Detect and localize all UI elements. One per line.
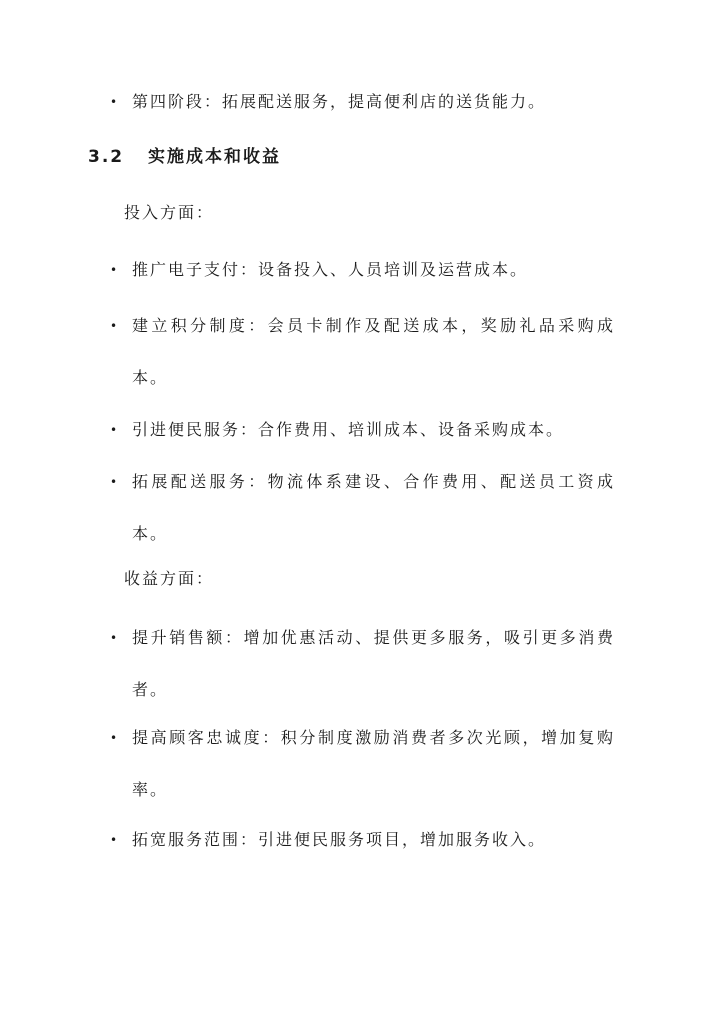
investment-heading: 投入方面：	[124, 203, 215, 222]
list-item	[110, 814, 615, 866]
section-heading	[88, 139, 281, 175]
bullet-dot: •	[110, 475, 120, 489]
list-item-text: 拓展配送服务：物流体系建设、合作费用、配送员工资成本。	[132, 472, 615, 543]
list-item	[110, 244, 615, 296]
list-item-text: 建立积分制度：会员卡制作及配送成本，奖励礼品采购成本。	[132, 316, 615, 387]
revenue-heading: 收益方面：	[124, 569, 215, 588]
bullet-dot: •	[110, 95, 120, 109]
list-item	[110, 404, 615, 456]
bullet-dot: •	[110, 731, 120, 745]
section-number: 3.2	[88, 147, 125, 167]
list-item-text: 拓宽服务范围：引进便民服务项目，增加服务收入。	[132, 830, 547, 849]
section-title: 实施成本和收益	[147, 147, 281, 167]
bullet-dot: •	[110, 631, 120, 645]
list-item-text: 提升销售额：增加优惠活动、提供更多服务，吸引更多消费者。	[132, 628, 615, 699]
bullet-dot: •	[110, 423, 120, 437]
list-item	[110, 300, 615, 404]
bullet-dot: •	[110, 319, 120, 333]
list-item	[110, 712, 615, 816]
list-item	[110, 76, 615, 128]
list-item-text: 推广电子支付：设备投入、人员培训及运营成本。	[132, 260, 529, 279]
list-item	[110, 612, 615, 716]
list-item-text: 第四阶段：拓展配送服务，提高便利店的送货能力。	[132, 92, 547, 111]
list-item-text: 引进便民服务：合作费用、培训成本、设备采购成本。	[132, 420, 565, 439]
list-item-text: 提高顾客忠诚度：积分制度激励消费者多次光顾，增加复购率。	[132, 728, 615, 799]
list-item	[110, 456, 615, 560]
bullet-dot: •	[110, 263, 120, 277]
bullet-dot: •	[110, 833, 120, 847]
